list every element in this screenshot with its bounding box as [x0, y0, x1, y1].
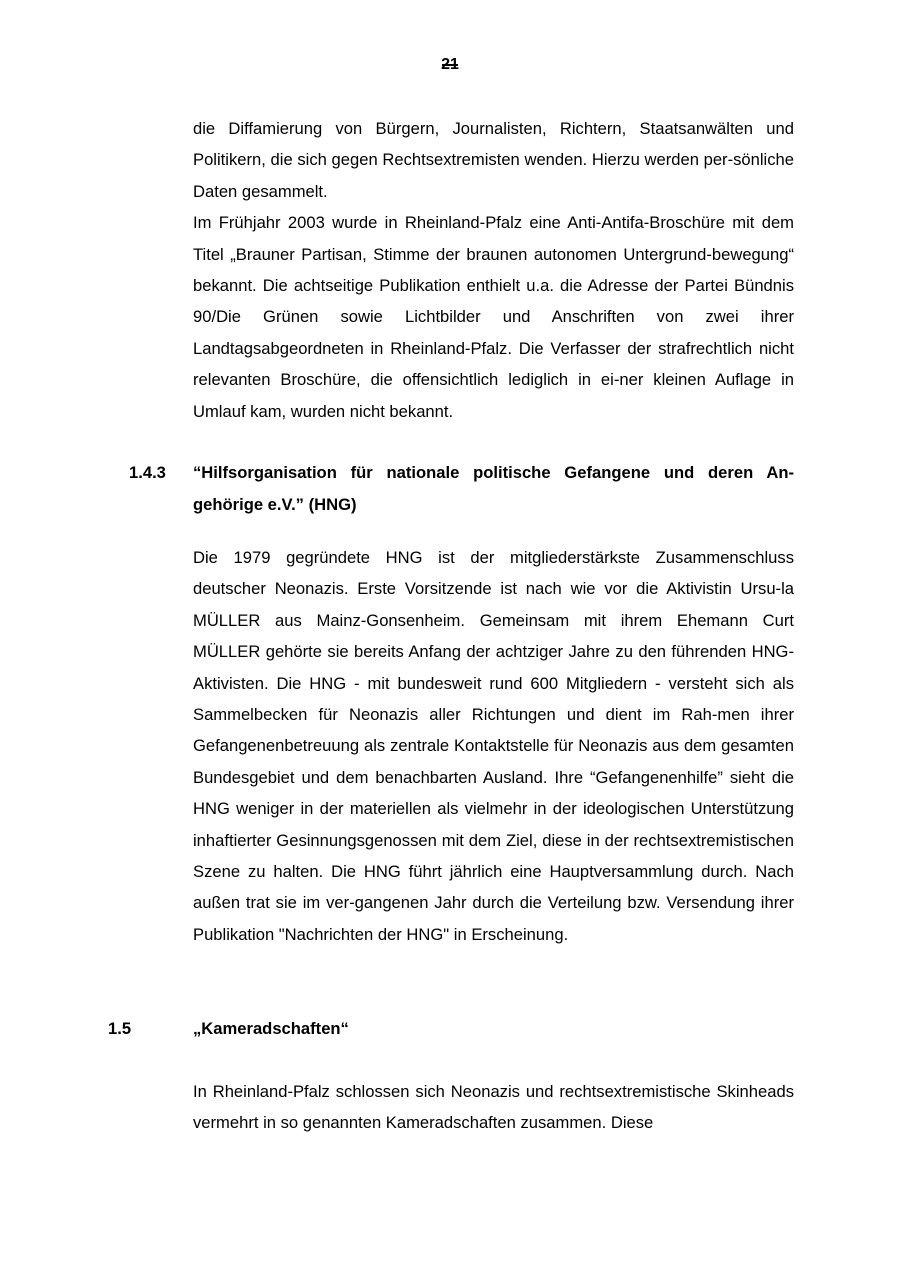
section-1-5-paragraph: In Rheinland-Pfalz schlossen sich Neonazis und rechtsextremistische Skinheads vermehrt in so genannten Kameradschaften zusammen. Diese: [193, 1082, 794, 1133]
intro-paragraph-2: Im Frühjahr 2003 wurde in Rheinland-Pfalz eine Anti-Antifa-Broschüre mit dem Titel „Brauner Partisan, Stimme der braunen autonomen Untergrund-bewegung“ bekannt. Die achtseitige Publikation enthielt u.a. die Adresse der Partei Bündnis 90/Die Grünen sowie Lichtbilder und Anschriften von zwei ihrer Landtagsabgeordneten in Rheinland-Pfalz. Die Verfasser der strafrechtlich nicht relevanten Broschüre, die offensichtlich lediglich in ei-ner kleinen Auflage in Umlauf kam, wurden nicht bekannt.: [193, 213, 794, 421]
section-1-4-3-title: “Hilfsorganisation für nationale politische Gefangene und deren An-gehörige e.V.” (HNG): [193, 463, 794, 514]
section-1-5-number: 1.5: [108, 1019, 132, 1038]
section-1-4-3-paragraph: Die 1979 gegründete HNG ist der mitgliederstärkste Zusammenschluss deutscher Neonazis. Erste Vorsitzende ist nach wie vor die Aktivistin Ursu-la MÜLLER aus Mainz-Gonsenheim. Gemeinsam mit ihrem Ehemann Curt MÜLLER gehörte sie bereits Anfang der achtziger Jahre zu den führenden HNG-Aktivisten. Die HNG - mit bundesweit rund 600 Mitgliedern - versteht sich als Sammelbecken für Neonazis aller Richtungen und dient im Rah-men ihrer Gefangenenbetreuung als zentrale Kontaktstelle für Neonazis aus dem gesamten Bundesgebiet und dem benachbarten Ausland. Ihre “Gefangenenhilfe” sieht die HNG weniger in der materiellen als vielmehr in der ideologischen Unterstützung inhaftierter Gesinnungsgenossen mit dem Ziel, diese in der rechtsextremistischen Szene zu halten. Die HNG führt jährlich eine Hauptversammlung durch. Nach außen trat sie im ver-gangenen Jahr durch die Verteilung bzw. Versendung ihrer Publikation "Nachrichten der HNG" in Erscheinung.: [193, 548, 794, 944]
section-1-4-3-body: [193, 542, 794, 950]
page-number: [0, 53, 900, 77]
section-1-5-body: [193, 1076, 794, 1139]
page-number-text: 21: [441, 53, 459, 77]
intro-text: [193, 113, 794, 427]
intro-paragraph-1: die Diffamierung von Bürgern, Journalisten, Richtern, Staatsanwälten und Politikern, die sich gegen Rechtsextremisten wenden. Hierzu werden per-sönliche Daten gesammelt.: [193, 119, 794, 201]
section-1-4-3-number: 1.4.3: [129, 463, 166, 482]
section-1-5-title: „Kameradschaften“: [193, 1019, 349, 1038]
